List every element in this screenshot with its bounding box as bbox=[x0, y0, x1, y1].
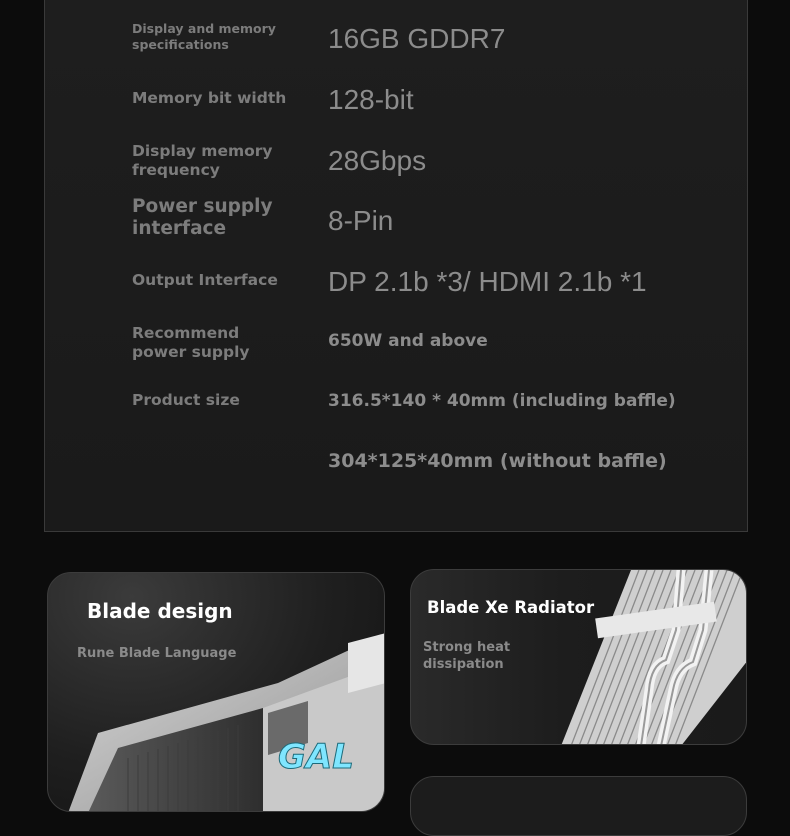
spec-label-power-interface: Power supply interface bbox=[132, 196, 273, 240]
radiator-subtitle: Strong heat dissipation bbox=[423, 640, 511, 672]
spec-label-product-size: Product size bbox=[132, 391, 240, 409]
spec-value-product-size-alt: 304*125*40mm (without baffle) bbox=[328, 450, 667, 472]
radiator-title: Blade Xe Radiator bbox=[427, 598, 595, 617]
blade-design-subtitle: Rune Blade Language bbox=[77, 646, 237, 661]
spec-value-recommend-power: 650W and above bbox=[328, 331, 488, 351]
spec-label-memory-spec: Display and memory specifications bbox=[132, 21, 276, 52]
spec-value-bit-width: 128-bit bbox=[328, 84, 414, 115]
spec-label-recommend-power: Recommend power supply bbox=[132, 324, 250, 362]
blade-design-title: Blade design bbox=[87, 599, 233, 623]
spec-value-memory-frequency: 28Gbps bbox=[328, 145, 427, 176]
spec-value-memory-spec: 16GB GDDR7 bbox=[328, 23, 506, 54]
spec-value-power-interface: 8-Pin bbox=[328, 205, 394, 236]
spec-label-bit-width: Memory bit width bbox=[132, 89, 287, 107]
next-feature-card bbox=[410, 776, 747, 836]
blade-design-card bbox=[47, 572, 385, 812]
graphics-card-image bbox=[48, 573, 385, 812]
radiator-card bbox=[410, 569, 747, 745]
spec-label-memory-frequency: Display memory frequency bbox=[132, 142, 273, 180]
galax-logo-text: GAL bbox=[278, 737, 354, 777]
spec-value-product-size: 316.5*140 * 40mm (including baffle) bbox=[328, 391, 676, 411]
spec-value-output-interface: DP 2.1b *3/ HDMI 2.1b *1 bbox=[328, 266, 647, 297]
spec-panel bbox=[44, 0, 748, 532]
spec-label-output-interface: Output Interface bbox=[132, 271, 278, 289]
